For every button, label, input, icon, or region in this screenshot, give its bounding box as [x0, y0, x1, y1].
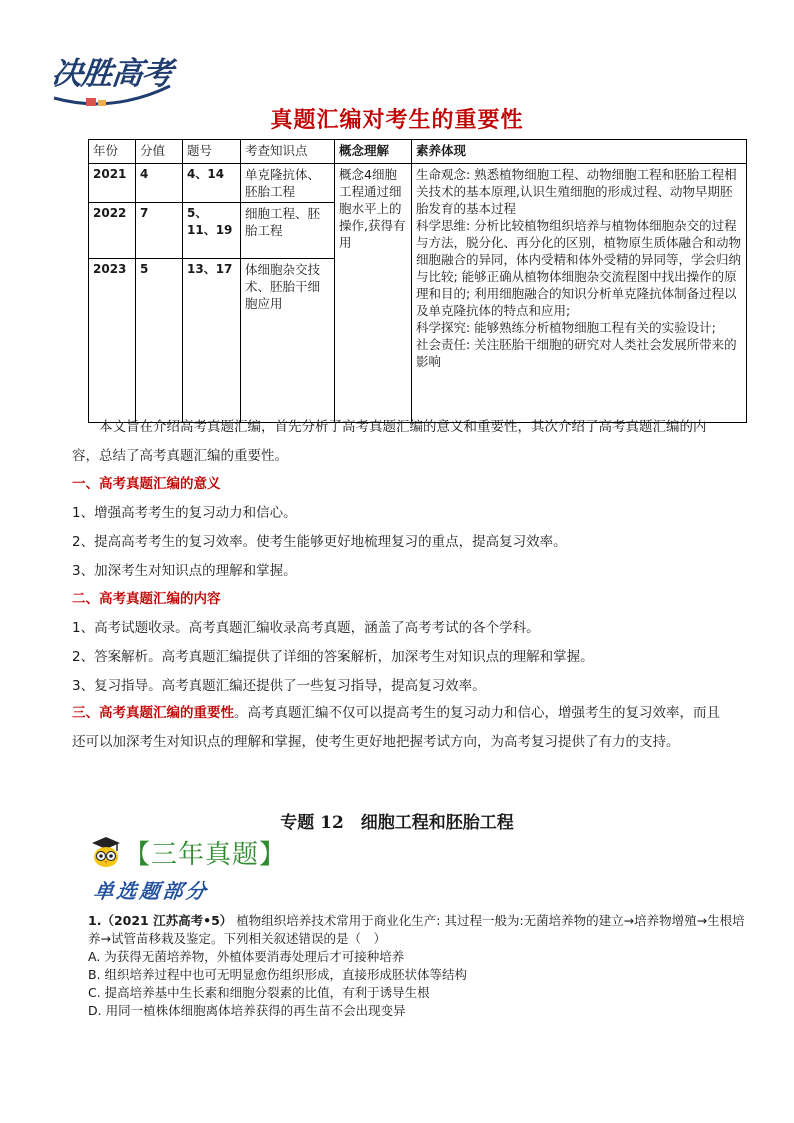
question-text: 植物组织培养技术常用于商业化生产: 其过程一般为:无菌培养物的建立→培养物增殖→生根培养→试管苗移栽及鉴定。下列相关叙述错误的是（ ） [88, 913, 745, 946]
option-b: B. 组织培养过程中也可无明显愈伤组织形成，直接形成胚状体等结构 [88, 967, 468, 982]
intro-paragraph: 本文旨在介绍高考真题汇编，首先分析了高考真题汇编的意义和重要性，其次介绍了高考真题汇编的内容，总结了高考真题汇编的重要性。 [72, 419, 707, 464]
score-cell: 5 [136, 259, 183, 423]
year-cell: 2023 [89, 259, 136, 423]
table-header-row [89, 140, 747, 164]
question-number: 1. [88, 913, 102, 928]
table-row [89, 164, 747, 203]
topics-cell: 单克隆抗体、胚胎工程 [241, 164, 335, 203]
literacy-cell [412, 164, 747, 423]
question-cell: 13、17 [183, 259, 241, 423]
header-literacy: 素养体现 [412, 140, 747, 164]
list-item: 1、高考试题收录。高考真题汇编收录高考真题，涵盖了高考考试的各个学科。 [72, 620, 540, 636]
list-item: 2、提高高考考生的复习效率。使考生能够更好地梳理复习的重点，提高复习效率。 [72, 534, 567, 550]
topic-title: 专题 12 细胞工程和胚胎工程 [280, 813, 514, 833]
three-year-header [90, 832, 286, 872]
question-stem [88, 912, 748, 948]
question-1 [88, 912, 748, 1020]
concept-cell: 概念4细胞工程通过细胞水平上的操作,获得有用 [335, 164, 412, 423]
section-importance [72, 699, 722, 757]
literacy-line: 科学探究: 能够熟练分析植物细胞工程有关的实验设计; [416, 320, 716, 335]
owl-graduate-icon [90, 835, 122, 869]
single-choice-label: 单选题部分 [92, 879, 211, 903]
question-source: （2021 江苏高考•5） [101, 913, 233, 928]
section-meaning-title: 一、高考真题汇编的意义 [72, 476, 221, 492]
section-content [72, 585, 722, 701]
topics-cell: 细胞工程、胚胎工程 [241, 203, 335, 259]
document-title: 真题汇编对考生的重要性 [270, 108, 524, 133]
three-year-label: 【三年真题】 [124, 839, 287, 870]
literacy-line: 科学思维: 分析比较植物组织培养与植物体细胞杂交的过程与方法，脱分化、再分化的区别，植物原生质体融合和动物细胞融合的异同，体内受精和体外受精的异同等，学会归纳与比较; 能够正确从植物体细胞杂交流程图中找出操作的原理和目的; 利用细胞融合的知识分析单克隆抗体制备过程以及单克隆抗体的特点和应用; [416, 218, 742, 318]
header-score: 分值 [136, 140, 183, 164]
overview-table [88, 139, 747, 423]
list-item: 1、增强高考考生的复习动力和信心。 [72, 505, 297, 521]
year-cell: 2022 [89, 203, 136, 259]
list-item: 3、复习指导。高考真题汇编还提供了一些复习指导，提高复习效率。 [72, 678, 486, 694]
header-year: 年份 [89, 140, 136, 164]
option-a: A. 为获得无菌培养物，外植体要消毒处理后才可接种培养 [88, 949, 405, 964]
logo-text: 决胜高考 [49, 56, 174, 92]
score-cell: 7 [136, 203, 183, 259]
header-topics: 考查知识点 [241, 140, 335, 164]
header-question-number: 题号 [183, 140, 241, 164]
section-meaning [72, 470, 722, 586]
header-concept: 概念理解 [335, 140, 412, 164]
option-d: D. 用同一植株体细胞离体培养获得的再生苗不会出现变异 [88, 1003, 406, 1018]
section-importance-title: 三、高考真题汇编的重要性 [72, 705, 234, 721]
literacy-line: 社会责任: 关注胚胎干细胞的研究对人类社会发展所带来的影响 [416, 337, 737, 369]
list-item: 2、答案解析。高考真题汇编提供了详细的答案解析，加深考生对知识点的理解和掌握。 [72, 649, 594, 665]
score-cell: 4 [136, 164, 183, 203]
question-cell: 5、11、19 [183, 203, 241, 259]
year-cell: 2021 [89, 164, 136, 203]
topics-cell: 体细胞杂交技术、胚胎干细胞应用 [241, 259, 335, 423]
section-content-title: 二、高考真题汇编的内容 [72, 591, 221, 607]
list-item: 3、加深考生对知识点的理解和掌握。 [72, 563, 297, 579]
section-importance-body: 。高考真题汇编不仅可以提高考生的复习动力和信心，增强考生的复习效率，而且还可以加深考生对知识点的理解和掌握，使考生更好地把握考试方向，为高考复习提供了有力的支持。 [72, 705, 720, 750]
option-c: C. 提高培养基中生长素和细胞分裂素的比值，有利于诱导生根 [88, 985, 430, 1000]
literacy-line: 生命观念: 熟悉植物细胞工程、动物细胞工程和胚胎工程相关技术的基本原理,认识生殖细胞的形成过程、动物早期胚胎发育的基本过程 [416, 167, 737, 216]
question-cell: 4、14 [183, 164, 241, 203]
